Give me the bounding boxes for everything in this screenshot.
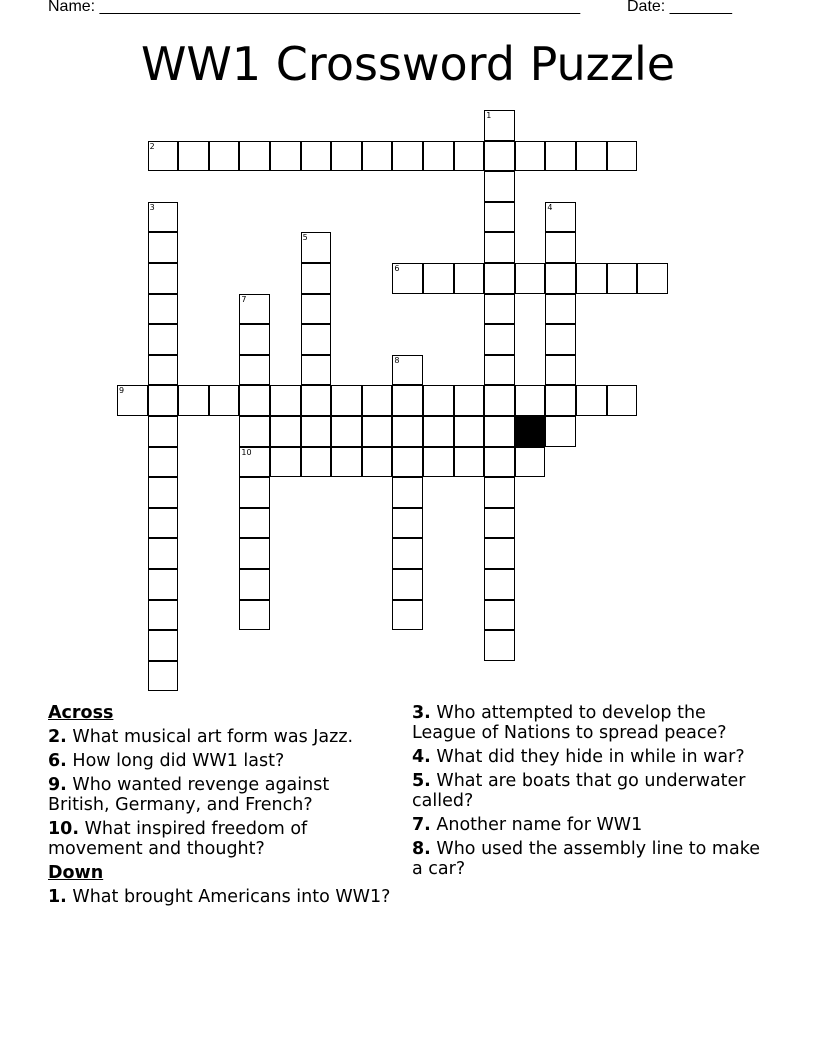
grid-cell[interactable] (576, 141, 607, 172)
down-heading: Down (48, 863, 104, 883)
clue-number: 9. (48, 775, 67, 795)
grid-cell[interactable] (484, 171, 515, 202)
grid-cell[interactable] (545, 232, 576, 263)
grid-number: 2 (149, 141, 155, 151)
grid-cell[interactable] (301, 324, 332, 355)
grid-cell[interactable] (239, 141, 270, 172)
grid-number: 4 (547, 202, 553, 212)
clue-number: 5. (412, 771, 431, 791)
grid-cell[interactable] (239, 416, 270, 447)
clue-across-2 (48, 727, 393, 747)
grid-cell[interactable] (239, 538, 270, 569)
grid-cell[interactable] (270, 416, 301, 447)
grid-cell[interactable] (484, 569, 515, 600)
grid-cell[interactable] (484, 141, 515, 172)
grid-cell[interactable] (423, 447, 454, 478)
grid-cell[interactable] (392, 508, 423, 539)
grid-cell[interactable] (484, 508, 515, 539)
grid-cell[interactable] (148, 477, 179, 508)
grid-cell[interactable] (545, 324, 576, 355)
grid-cell[interactable] (362, 141, 393, 172)
clue-number: 1. (48, 887, 67, 907)
grid-cell[interactable] (301, 141, 332, 172)
grid-number: 10 (241, 447, 252, 457)
grid-cell[interactable] (576, 385, 607, 416)
grid-cell[interactable] (484, 232, 515, 263)
grid-cell[interactable] (484, 447, 515, 478)
grid-cell[interactable] (545, 263, 576, 294)
grid-cell[interactable] (209, 385, 240, 416)
grid-cell[interactable] (607, 141, 638, 172)
grid-cell[interactable] (515, 263, 546, 294)
grid-cell[interactable] (484, 416, 515, 447)
clue-text: Who wanted revenge against British, Germany, and French? (48, 775, 330, 815)
grid-cell[interactable] (301, 355, 332, 386)
grid-cell[interactable] (209, 141, 240, 172)
grid-cell[interactable] (331, 385, 362, 416)
grid-cell[interactable] (148, 447, 179, 478)
grid-cell[interactable] (454, 447, 485, 478)
clues-right-column (412, 703, 762, 883)
clue-across-6 (48, 751, 393, 771)
grid-cell[interactable] (148, 630, 179, 661)
grid-cell[interactable] (545, 294, 576, 325)
grid-cell[interactable] (239, 385, 270, 416)
grid-cell[interactable] (301, 447, 332, 478)
grid-number: 6 (394, 264, 400, 273)
grid-cell[interactable] (545, 416, 576, 447)
grid-cell[interactable] (515, 447, 546, 478)
grid-cell[interactable] (484, 263, 515, 294)
clue-text: What did they hide in while in war? (436, 747, 745, 767)
grid-cell[interactable] (454, 416, 485, 447)
clue-number: 2. (48, 727, 67, 747)
grid-cell[interactable] (484, 324, 515, 355)
grid-block-cell (515, 416, 546, 447)
clue-text: What inspired freedom of movement and thought? (48, 819, 308, 859)
grid-cell[interactable] (362, 416, 393, 447)
grid-cell[interactable] (270, 447, 301, 478)
grid-cell[interactable] (239, 477, 270, 508)
grid-cell[interactable] (515, 385, 546, 416)
grid-number: 8 (394, 355, 400, 365)
grid-cell[interactable] (178, 385, 209, 416)
grid-cell[interactable] (515, 141, 546, 172)
grid-cell[interactable] (454, 263, 485, 294)
grid-cell[interactable] (392, 569, 423, 600)
grid-cell[interactable] (392, 538, 423, 569)
grid-cell[interactable] (148, 385, 179, 416)
grid-cell[interactable] (423, 416, 454, 447)
grid-cell[interactable] (331, 416, 362, 447)
grid-cell[interactable] (484, 202, 515, 233)
clue-number: 6. (48, 751, 67, 771)
grid-number: 3 (149, 202, 155, 212)
grid-cell[interactable] (239, 569, 270, 600)
grid-cell[interactable] (392, 141, 423, 172)
clue-down-1 (48, 887, 393, 907)
grid-cell[interactable] (239, 355, 270, 386)
grid-cell[interactable] (484, 355, 515, 386)
grid-cell[interactable] (607, 263, 638, 294)
grid-cell[interactable] (239, 324, 270, 355)
grid-number: 5 (302, 233, 308, 243)
grid-cell[interactable] (423, 385, 454, 416)
clue-number: 8. (412, 839, 431, 859)
grid-cell[interactable] (392, 385, 423, 416)
grid-cell[interactable] (239, 600, 270, 631)
grid-cell[interactable] (362, 385, 393, 416)
clues-left-column (48, 703, 393, 911)
grid-cell[interactable] (484, 630, 515, 661)
grid-cell[interactable] (607, 385, 638, 416)
grid-cell[interactable] (576, 263, 607, 294)
grid-cell[interactable] (545, 141, 576, 172)
grid-cell[interactable] (392, 600, 423, 631)
across-heading: Across (48, 703, 114, 723)
grid-cell[interactable] (270, 141, 301, 172)
grid-cell[interactable] (331, 447, 362, 478)
grid-cell[interactable] (362, 447, 393, 478)
grid-cell[interactable] (148, 538, 179, 569)
clue-text: What are boats that go underwater called? (412, 771, 746, 811)
grid-cell[interactable] (484, 600, 515, 631)
grid-cell[interactable] (301, 416, 332, 447)
clue-text: What brought Americans into WW1? (72, 887, 391, 907)
clue-text: How long did WW1 last? (72, 751, 285, 771)
grid-cell[interactable] (484, 538, 515, 569)
clue-down-7 (412, 815, 762, 835)
page-title: WW1 Crossword Puzzle (140, 37, 676, 91)
date-field[interactable]: Date: _______ (627, 0, 732, 15)
name-field[interactable]: Name: ______________________________________________________ (48, 0, 581, 15)
clue-number: 7. (412, 815, 431, 835)
grid-cell[interactable] (148, 232, 179, 263)
grid-cell[interactable] (423, 263, 454, 294)
grid-cell[interactable] (484, 294, 515, 325)
grid-cell[interactable] (423, 141, 454, 172)
grid-cell[interactable] (148, 294, 179, 325)
grid-cell[interactable] (178, 141, 209, 172)
grid-cell[interactable] (484, 385, 515, 416)
grid-cell[interactable] (301, 263, 332, 294)
clue-across-9 (48, 775, 393, 815)
grid-cell[interactable] (454, 141, 485, 172)
grid-cell[interactable] (484, 477, 515, 508)
grid-cell[interactable] (270, 385, 301, 416)
grid-cell[interactable] (148, 324, 179, 355)
grid-cell[interactable] (392, 477, 423, 508)
grid-cell[interactable] (148, 569, 179, 600)
clue-down-8 (412, 839, 762, 879)
clue-down-3 (412, 703, 762, 743)
grid-cell[interactable] (148, 416, 179, 447)
grid-cell[interactable] (148, 600, 179, 631)
grid-number: 7 (241, 294, 247, 304)
grid-cell[interactable] (392, 416, 423, 447)
grid-cell[interactable] (148, 661, 179, 692)
grid-cell[interactable] (545, 385, 576, 416)
grid-cell[interactable] (545, 355, 576, 386)
clue-number: 10. (48, 819, 80, 839)
clue-text: Who attempted to develop the League of Nations to spread peace? (412, 703, 727, 743)
clue-down-4 (412, 747, 762, 767)
clue-down-5 (412, 771, 762, 811)
clue-text: Another name for WW1 (436, 815, 643, 835)
grid-cell[interactable] (148, 355, 179, 386)
grid-cell[interactable] (301, 294, 332, 325)
clue-text: What musical art form was Jazz. (72, 727, 354, 747)
grid-cell[interactable] (637, 263, 668, 294)
grid-cell[interactable] (148, 508, 179, 539)
clue-number: 4. (412, 747, 431, 767)
grid-cell[interactable] (331, 141, 362, 172)
clue-text: Who used the assembly line to make a car? (412, 839, 760, 879)
grid-cell[interactable] (239, 508, 270, 539)
grid-number: 9 (119, 386, 125, 396)
grid-cell[interactable] (301, 385, 332, 416)
grid-cell[interactable] (148, 263, 179, 294)
grid-number: 1 (486, 111, 492, 120)
clue-number: 3. (412, 703, 431, 723)
grid-cell[interactable] (392, 447, 423, 478)
clue-across-10 (48, 819, 393, 859)
grid-cell[interactable] (454, 385, 485, 416)
